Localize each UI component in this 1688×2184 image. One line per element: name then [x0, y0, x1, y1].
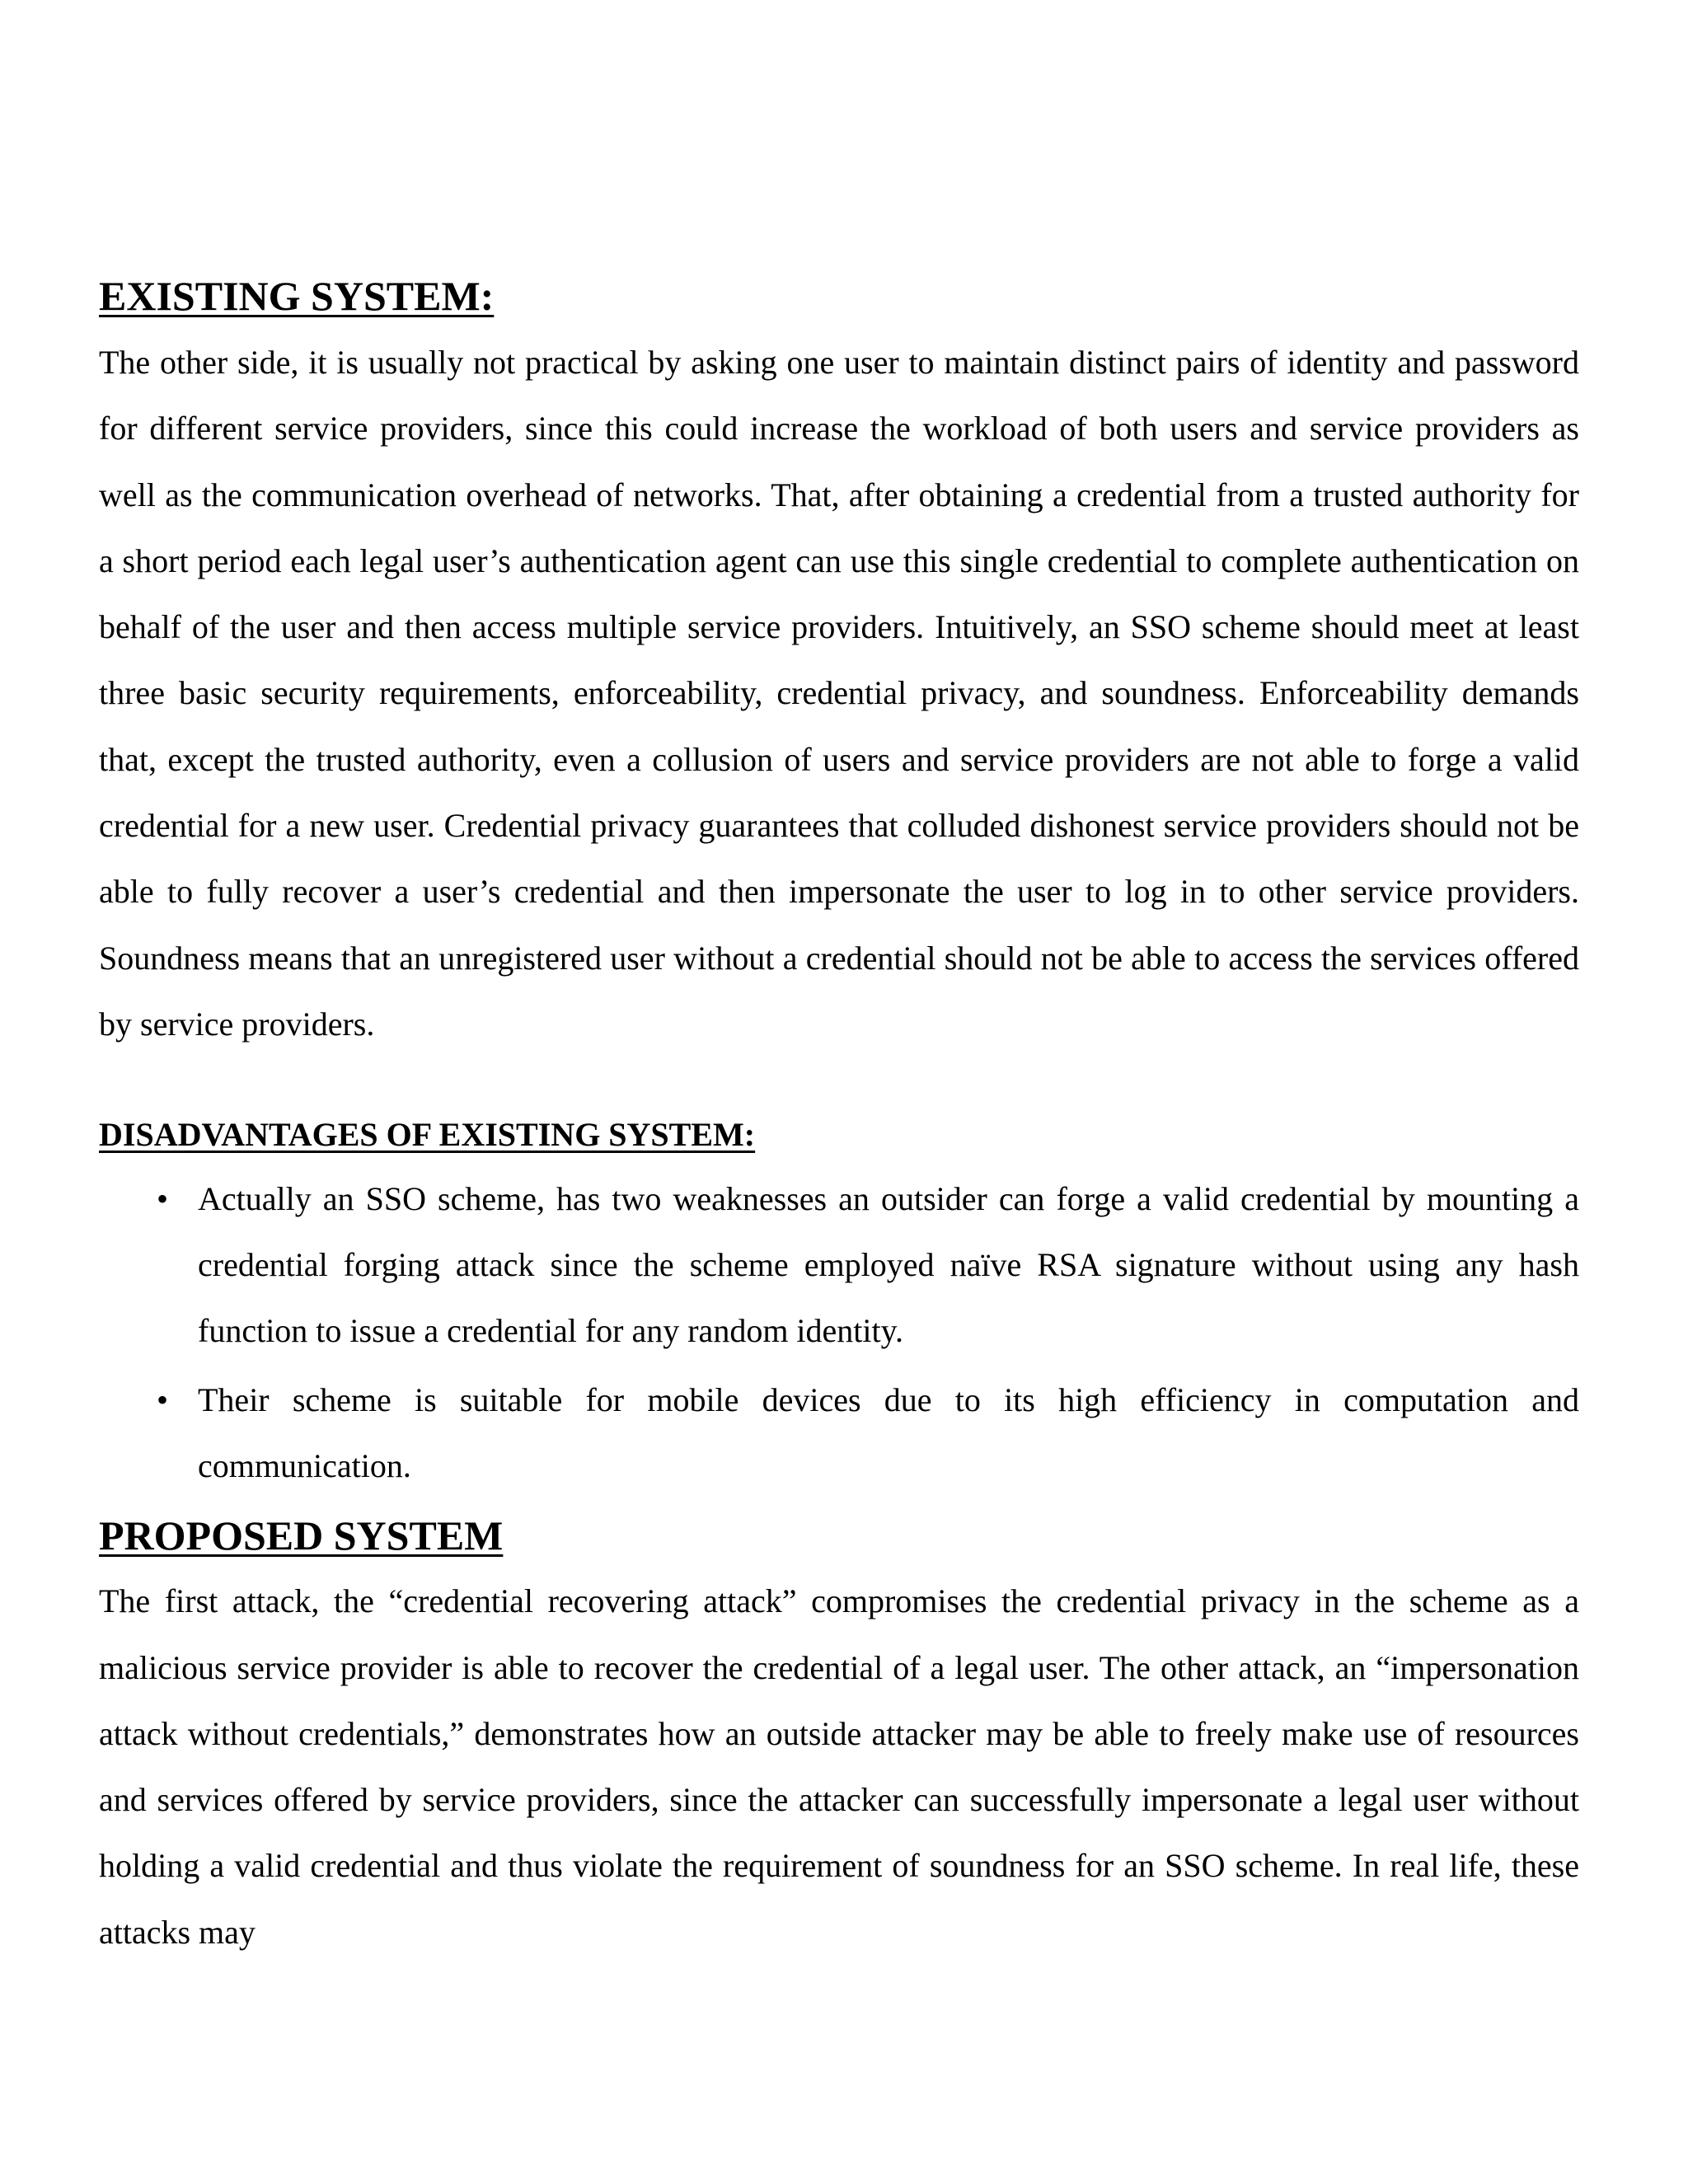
list-item: [99, 1166, 1579, 1364]
list-item-text: Their scheme is suitable for mobile devices due to its high efficiency in computation and communication.: [198, 1381, 1579, 1485]
bullet-icon: •: [157, 1180, 169, 1218]
proposed-system-paragraph: The first attack, the “credential recovering attack” compromises the credential privacy in the scheme as a malicious service provider is able to recover the credential of a legal user. The other attack, an “impersonation attack without credentials,” demonstrates how an outside attacker may be able to freely make use of resources and services offered by service providers, since the attacker can successfully impersonate a legal user without holding a valid credential and thus violate the requirement of soundness for an SSO scheme. In real life, these attacks may: [99, 1582, 1579, 1951]
existing-system-paragraph: The other side, it is usually not practical by asking one user to maintain distinct pairs of identity and password for different service providers, since this could increase the workload of both users and service providers as well as the communication overhead of networks. That, after obtaining a credential from a trusted authority for a short period each legal user’s authentication agent can use this single credential to complete authentication on behalf of the user and then access multiple service providers. Intuitively, an SSO scheme should meet at least three basic security requirements, enforceability, credential privacy, and soundness. Enforceability demands that, except the trusted authority, even a collusion of users and service providers are not able to forge a valid credential for a new user. Credential privacy guarantees that colluded dishonest service providers should not be able to fully recover a user’s credential and then impersonate the user to log in to other service providers. Soundness means that an unregistered user without a credential should not be able to access the services offered by service providers.: [99, 344, 1579, 1043]
proposed-system-heading: PROPOSED SYSTEM: [99, 1512, 504, 1559]
existing-system-heading: EXISTING SYSTEM:: [99, 273, 495, 319]
bullet-icon: •: [157, 1381, 169, 1419]
list-item: [99, 1367, 1579, 1499]
disadvantages-list: [99, 1166, 1579, 1499]
document-page: [99, 262, 1579, 1966]
disadvantages-heading: DISADVANTAGES OF EXISTING SYSTEM:: [99, 1116, 756, 1154]
list-item-text: Actually an SSO scheme, has two weaknesses an outsider can forge a valid credential by mounting a credential forging attack since the scheme employed naïve RSA signature without using any hash function to issue a credential for any random identity.: [198, 1180, 1579, 1350]
